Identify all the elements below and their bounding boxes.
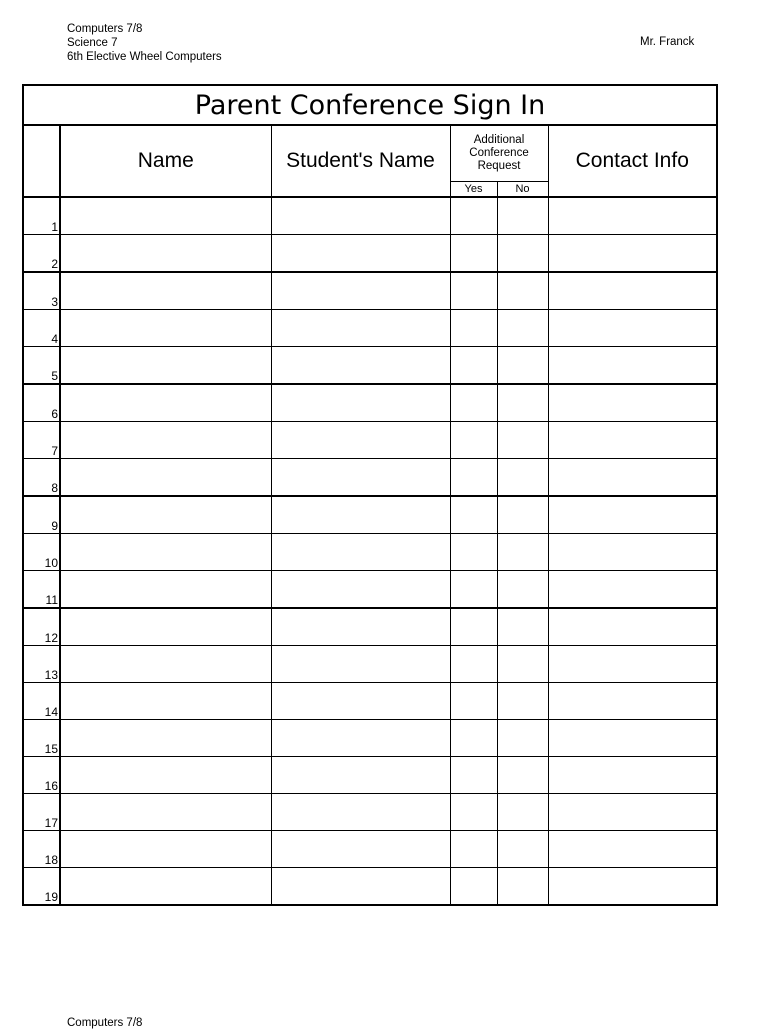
name-cell[interactable] xyxy=(60,234,271,272)
row-number: 19 xyxy=(23,867,60,905)
yes-cell[interactable] xyxy=(450,793,497,830)
yes-cell[interactable] xyxy=(450,719,497,756)
row-number: 14 xyxy=(23,682,60,719)
table-row xyxy=(23,272,717,310)
row-number: 9 xyxy=(23,496,60,534)
no-cell[interactable] xyxy=(497,867,548,905)
contact-info-cell[interactable] xyxy=(548,682,717,719)
contact-info-cell[interactable] xyxy=(548,197,717,235)
table-row xyxy=(23,719,717,756)
student-name-cell[interactable] xyxy=(271,309,450,346)
yes-cell[interactable] xyxy=(450,272,497,310)
no-cell[interactable] xyxy=(497,570,548,608)
contact-info-cell[interactable] xyxy=(548,830,717,867)
student-name-cell[interactable] xyxy=(271,458,450,496)
contact-info-cell[interactable] xyxy=(548,272,717,310)
contact-info-cell[interactable] xyxy=(548,384,717,422)
no-column-header: No xyxy=(497,181,548,197)
student-name-cell[interactable] xyxy=(271,384,450,422)
student-name-cell[interactable] xyxy=(271,570,450,608)
row-number: 4 xyxy=(23,309,60,346)
name-cell[interactable] xyxy=(60,421,271,458)
row-number: 13 xyxy=(23,645,60,682)
yes-cell[interactable] xyxy=(450,830,497,867)
yes-cell[interactable] xyxy=(450,533,497,570)
name-cell[interactable] xyxy=(60,830,271,867)
name-cell[interactable] xyxy=(60,309,271,346)
sign-in-sheet xyxy=(22,84,716,909)
student-name-cell[interactable] xyxy=(271,496,450,534)
conference-request-header xyxy=(450,125,548,181)
name-cell[interactable] xyxy=(60,384,271,422)
request-header-line: Request xyxy=(477,159,521,172)
sign-in-table xyxy=(22,84,718,906)
table-row xyxy=(23,309,717,346)
row-number: 10 xyxy=(23,533,60,570)
yes-cell[interactable] xyxy=(450,570,497,608)
sheet-title: Parent Conference Sign In xyxy=(23,85,717,125)
name-cell[interactable] xyxy=(60,756,271,793)
student-name-cell[interactable] xyxy=(271,197,450,235)
yes-cell[interactable] xyxy=(450,346,497,384)
table-row xyxy=(23,645,717,682)
name-cell[interactable] xyxy=(60,496,271,534)
contact-info-cell[interactable] xyxy=(548,608,717,646)
contact-info-cell[interactable] xyxy=(548,570,717,608)
yes-cell[interactable] xyxy=(450,234,497,272)
row-number: 5 xyxy=(23,346,60,384)
no-cell[interactable] xyxy=(497,682,548,719)
student-name-cell[interactable] xyxy=(271,533,450,570)
row-number: 15 xyxy=(23,719,60,756)
table-row xyxy=(23,384,717,422)
row-number: 1 xyxy=(23,197,60,235)
sign-in-rows xyxy=(23,197,717,905)
name-cell[interactable] xyxy=(60,197,271,235)
yes-cell[interactable] xyxy=(450,309,497,346)
no-cell[interactable] xyxy=(497,608,548,646)
student-name-cell[interactable] xyxy=(271,421,450,458)
student-name-cell[interactable] xyxy=(271,830,450,867)
name-cell[interactable] xyxy=(60,533,271,570)
table-row xyxy=(23,458,717,496)
row-number-header xyxy=(23,125,60,197)
next-page-header-line: Computers 7/8 xyxy=(67,1017,143,1029)
yes-cell[interactable] xyxy=(450,458,497,496)
name-cell[interactable] xyxy=(60,458,271,496)
no-cell[interactable] xyxy=(497,458,548,496)
yes-cell[interactable] xyxy=(450,682,497,719)
row-number: 8 xyxy=(23,458,60,496)
request-header-line: Conference xyxy=(469,146,529,159)
contact-info-cell[interactable] xyxy=(548,234,717,272)
header-course-list xyxy=(67,22,222,64)
no-cell[interactable] xyxy=(497,234,548,272)
no-cell[interactable] xyxy=(497,197,548,235)
header-line: 6th Elective Wheel Computers xyxy=(67,51,222,63)
table-row xyxy=(23,608,717,646)
row-number: 16 xyxy=(23,756,60,793)
row-number: 18 xyxy=(23,830,60,867)
student-name-cell[interactable] xyxy=(271,645,450,682)
no-cell[interactable] xyxy=(497,756,548,793)
student-name-cell[interactable] xyxy=(271,867,450,905)
row-number: 6 xyxy=(23,384,60,422)
yes-column-header: Yes xyxy=(450,181,497,197)
yes-cell[interactable] xyxy=(450,756,497,793)
table-row xyxy=(23,830,717,867)
contact-info-cell[interactable] xyxy=(548,496,717,534)
contact-info-cell[interactable] xyxy=(548,458,717,496)
yes-cell[interactable] xyxy=(450,197,497,235)
no-cell[interactable] xyxy=(497,793,548,830)
contact-info-cell[interactable] xyxy=(548,756,717,793)
table-row xyxy=(23,496,717,534)
name-cell[interactable] xyxy=(60,346,271,384)
row-number: 7 xyxy=(23,421,60,458)
student-name-cell[interactable] xyxy=(271,272,450,310)
table-row xyxy=(23,867,717,905)
yes-cell[interactable] xyxy=(450,867,497,905)
contact-info-cell[interactable] xyxy=(548,346,717,384)
no-cell[interactable] xyxy=(497,496,548,534)
no-cell[interactable] xyxy=(497,533,548,570)
row-number: 2 xyxy=(23,234,60,272)
yes-cell[interactable] xyxy=(450,384,497,422)
row-number: 3 xyxy=(23,272,60,310)
contact-info-cell[interactable] xyxy=(548,309,717,346)
yes-cell[interactable] xyxy=(450,496,497,534)
table-row xyxy=(23,421,717,458)
header-line: Computers 7/8 xyxy=(67,23,143,35)
name-cell[interactable] xyxy=(60,608,271,646)
header-line: Science 7 xyxy=(67,37,118,49)
name-cell[interactable] xyxy=(60,570,271,608)
table-row xyxy=(23,570,717,608)
yes-cell[interactable] xyxy=(450,421,497,458)
yes-cell[interactable] xyxy=(450,645,497,682)
table-row xyxy=(23,793,717,830)
yes-cell[interactable] xyxy=(450,608,497,646)
table-row xyxy=(23,756,717,793)
row-number: 12 xyxy=(23,608,60,646)
name-cell[interactable] xyxy=(60,793,271,830)
contact-info-cell[interactable] xyxy=(548,421,717,458)
name-cell[interactable] xyxy=(60,272,271,310)
student-name-cell[interactable] xyxy=(271,346,450,384)
student-name-cell[interactable] xyxy=(271,719,450,756)
no-cell[interactable] xyxy=(497,309,548,346)
name-cell[interactable] xyxy=(60,867,271,905)
contact-info-cell[interactable] xyxy=(548,793,717,830)
table-row xyxy=(23,346,717,384)
no-cell[interactable] xyxy=(497,645,548,682)
name-cell[interactable] xyxy=(60,719,271,756)
student-name-cell[interactable] xyxy=(271,608,450,646)
table-row xyxy=(23,234,717,272)
contact-info-cell[interactable] xyxy=(548,645,717,682)
no-cell[interactable] xyxy=(497,346,548,384)
teacher-name: Mr. Franck xyxy=(640,36,695,48)
table-row xyxy=(23,197,717,235)
contact-info-cell[interactable] xyxy=(548,719,717,756)
row-number: 17 xyxy=(23,793,60,830)
student-name-cell[interactable] xyxy=(271,682,450,719)
contact-info-cell[interactable] xyxy=(548,867,717,905)
no-cell[interactable] xyxy=(497,272,548,310)
no-cell[interactable] xyxy=(497,830,548,867)
no-cell[interactable] xyxy=(497,384,548,422)
table-row xyxy=(23,682,717,719)
table-row xyxy=(23,533,717,570)
student-name-column-header: Student's Name xyxy=(271,125,450,197)
student-name-cell[interactable] xyxy=(271,234,450,272)
contact-info-cell[interactable] xyxy=(548,533,717,570)
no-cell[interactable] xyxy=(497,719,548,756)
name-cell[interactable] xyxy=(60,645,271,682)
contact-info-column-header: Contact Info xyxy=(548,125,717,197)
row-number: 11 xyxy=(23,570,60,608)
student-name-cell[interactable] xyxy=(271,756,450,793)
no-cell[interactable] xyxy=(497,421,548,458)
name-cell[interactable] xyxy=(60,682,271,719)
name-column-header: Name xyxy=(60,125,271,197)
student-name-cell[interactable] xyxy=(271,793,450,830)
request-header-line: Additional xyxy=(473,133,525,146)
